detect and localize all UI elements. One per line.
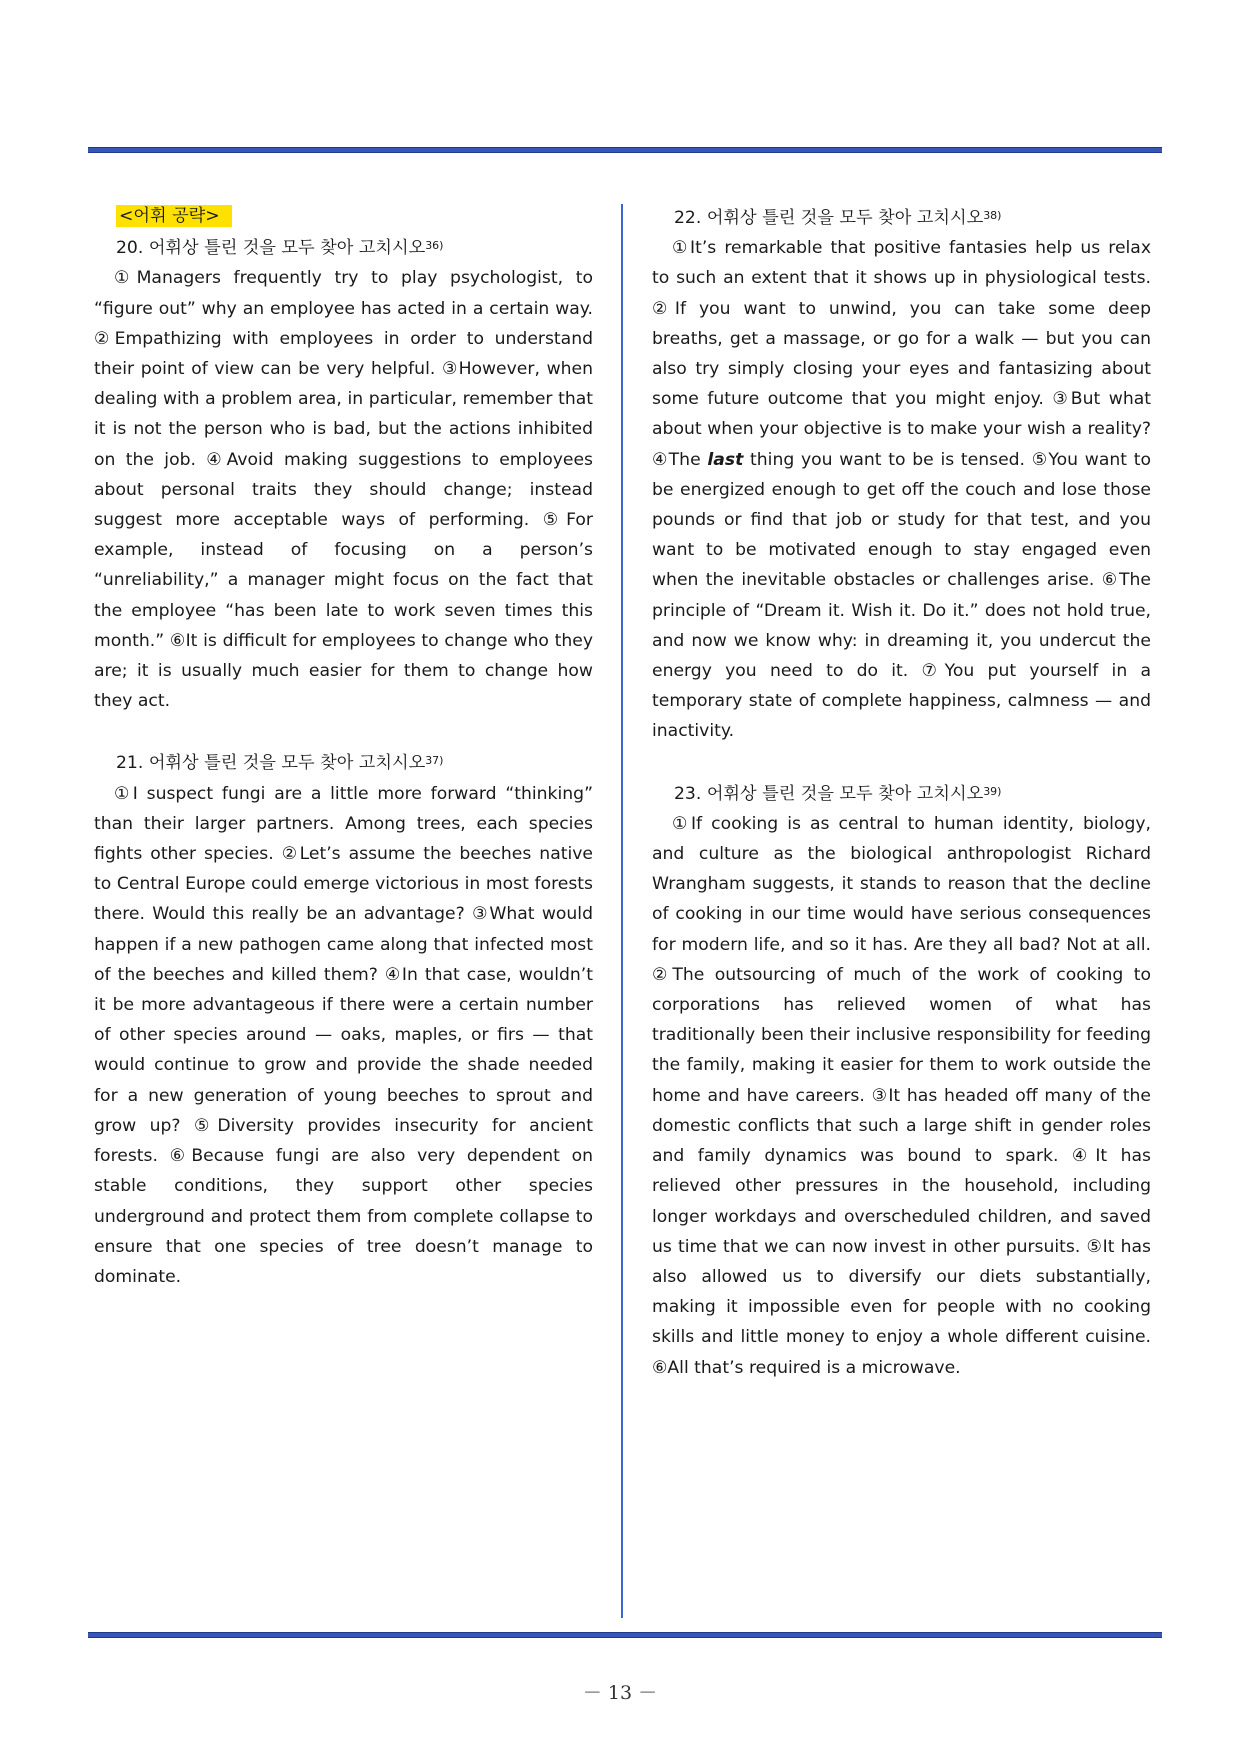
question-body: ①I suspect fungi are a little more forward “thinking” than their larger partners. Among trees, each species fights other species. ②Let’s assume the beeches native to Central Europe could emerge victorious in most forests there. Would this really be an advantage? ③What would happen if a new pathogen came along that infected most of the beeches and killed them? ④In that case, wouldn’t it be more advantageous if there were a certain number of other species around — oaks, maples, or firs — that would continue to grow and provide the shade needed for a new generation of young beeches to sprout and grow up? ⑤Diversity provides insecurity for ancient forests. ⑥Because fungi are also very dependent on stable conditions, they support other species underground and protect them from complete collapse to ensure that one species of tree doesn’t manage to dominate.	[94, 783, 593, 1287]
question-23	[652, 777, 1151, 1383]
question-title: 어휘상 틀린 것을 모두 찾아 고치시오	[148, 238, 426, 259]
body-text: thing you want to be is tensed. ⑤You want to be energized enough to get off the couch and lose those pounds or find that job or study for that test, and you want to be motivated enough to stay engaged even when the inevitable obstacles or challenges arise. ⑥The principle of “Dream it. Wish it. Do it.” does not hold true, and now we know why: in dreaming it, you undercut the energy you need to do it. ⑦You put yourself in a temporary state of complete happiness, calmness — and inactivity.	[652, 449, 1151, 742]
footer-rule	[88, 1632, 1162, 1638]
question-heading	[94, 231, 593, 263]
right-column	[652, 201, 1151, 1383]
question-title: 어휘상 틀린 것을 모두 찾아 고치시오	[706, 208, 984, 228]
question-number: 20.	[116, 238, 144, 259]
emphasized-word: last	[707, 449, 744, 470]
question-heading	[94, 746, 593, 778]
left-column	[94, 201, 593, 1292]
question-20	[94, 231, 593, 716]
question-body	[652, 233, 1151, 746]
header-rule	[88, 147, 1162, 153]
question-number: 23.	[674, 783, 702, 804]
question-number: 22.	[674, 208, 702, 228]
footnote-marker: 36)	[425, 239, 444, 253]
footnote-marker: 37)	[425, 754, 444, 768]
question-body: ①Managers frequently try to play psychologist, to “figure out” why an employee has acted in a certain way. ②Empathizing with employees in order to understand their point of view can be very helpful. ③However, when dealing with a problem area, in particular, remember that it is not the person who is bad, but the actions inhibited on the job. ④Avoid making suggestions to employees about personal traits they should change; instead suggest more acceptable ways of performing. ⑤For example, instead of focusing on a person’s “unreliability,” a manager might focus on the fact that the employee “has been late to work seven times this month.” ⑥It is difficult for employees to change who they are; it is usually much easier for them to change how they act.	[94, 268, 593, 712]
footnote-marker: 39)	[983, 784, 1002, 798]
question-21	[94, 746, 593, 1292]
question-number: 21.	[116, 753, 144, 774]
question-title: 어휘상 틀린 것을 모두 찾아 고치시오	[706, 783, 984, 804]
page-number: － 13 －	[582, 1682, 658, 1704]
question-heading	[652, 777, 1151, 809]
question-22	[652, 201, 1151, 747]
question-body: ①If cooking is as central to human identity, biology, and culture as the biological anthropologist Richard Wrangham suggests, it stands to reason that the decline of cooking in our time would have serious consequences for modern life, and so it has. Are they all bad? Not at all. ②The outsourcing of much of the work of cooking to corporations has relieved women of what has traditionally been their inclusive responsibility for feeding the family, making it easier for them to work outside the home and have careers. ③It has headed off many of the domestic conflicts that such a large shift in gender roles and family dynamics was bound to spark. ④It has relieved other pressures in the household, including longer workdays and overscheduled children, and saved us time that we can now invest in other pursuits. ⑤It has also allowed us to diversify our diets substantially, making it impossible even for people with no cooking skills and little money to enjoy a whole different cuisine. ⑥All that’s required is a microwave.	[652, 813, 1151, 1378]
footnote-marker: 38)	[983, 209, 1002, 222]
section-badge: <어휘 공략>	[116, 205, 232, 227]
column-divider	[621, 204, 623, 1618]
body-text: ①It’s remarkable that positive fantasies help us relax to such an extent that it shows up in physiological tests. ②If you want to unwind, you can take some deep breaths, get a massage, or go for a walk — but you can also try simply closing your eyes and fantasizing about some future outcome that you might enjoy. ③But what about when your objective is to make your wish a reality? ④The	[652, 238, 1151, 470]
question-title: 어휘상 틀린 것을 모두 찾아 고치시오	[148, 753, 426, 774]
question-heading	[652, 201, 1151, 233]
